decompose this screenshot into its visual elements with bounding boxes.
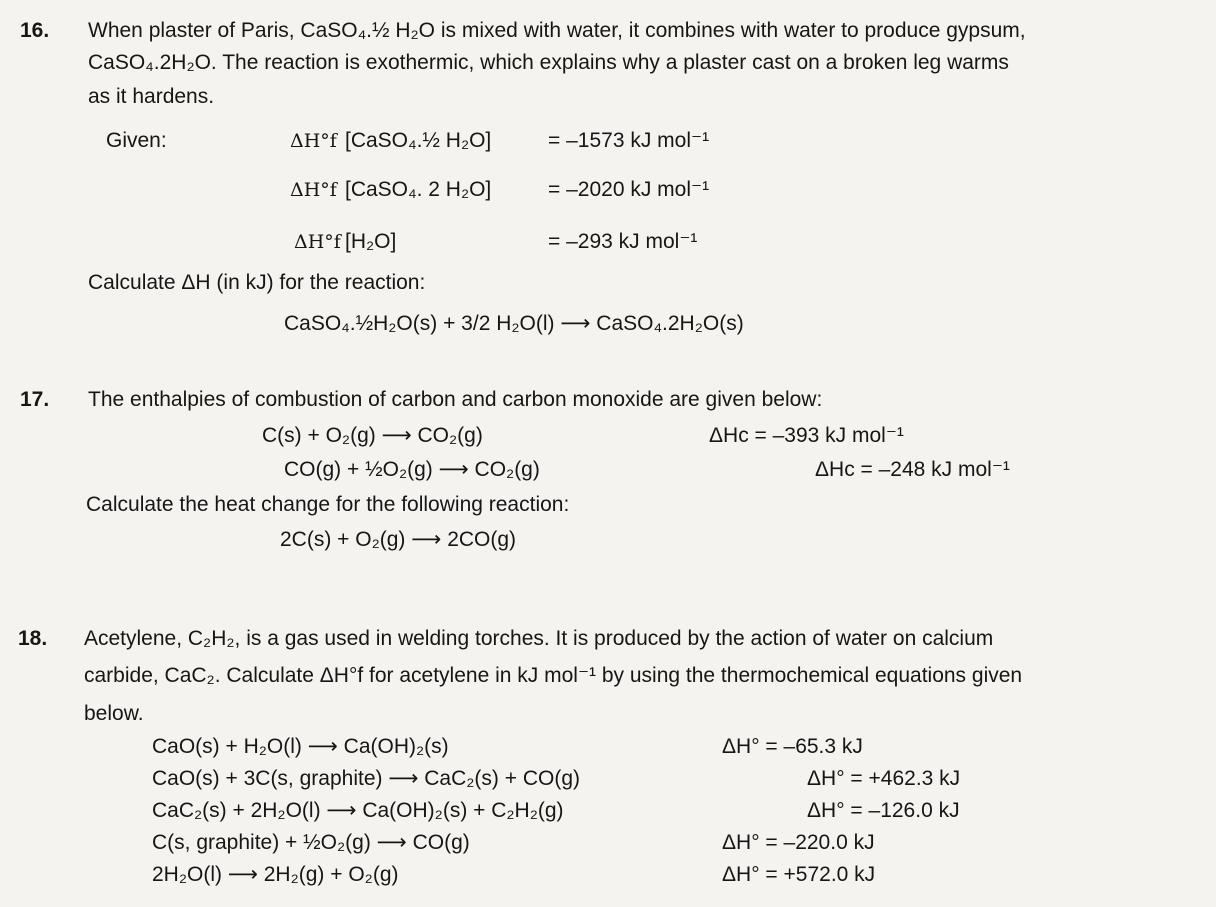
equation: CaO(s) + H₂O(l) ⟶ Ca(OH)₂(s) [152,735,449,758]
question-number: 18. [18,627,48,650]
enthalpy-value: ΔH° = –126.0 kJ [807,799,960,822]
enthalpy-value: ΔHc = –393 kJ mol⁻¹ [709,424,904,447]
question-text-line: below. [84,702,144,725]
instruction: Calculate ΔH (in kJ) for the reaction: [88,271,426,294]
enthalpy-value: ΔHc = –248 kJ mol⁻¹ [815,458,1010,481]
given-label: Given: [106,129,167,152]
enthalpy-value: ΔH° = +572.0 kJ [722,863,876,886]
question-number: 17. [20,388,50,411]
question-text-line: When plaster of Paris, CaSO₄.½ H₂O is mixed with water, it combines with water to produce gypsum, [88,19,1026,42]
question-text-line: CaSO₄.2H₂O. The reaction is exothermic, which explains why a plaster cast on a broken leg warms [88,51,1009,74]
given-value: = –1573 kJ mol⁻¹ [548,129,710,152]
question-text-line: as it hardens. [88,85,215,108]
equation: C(s, graphite) + ½O₂(g) ⟶ CO(g) [152,831,470,854]
equation: C(s) + O₂(g) ⟶ CO₂(g) [262,424,483,447]
equation: CO(g) + ½O₂(g) ⟶ CO₂(g) [284,458,540,481]
instruction: Calculate the heat change for the following reaction: [86,493,570,516]
reaction-equation: CaSO₄.½H₂O(s) + 3/2 H₂O(l) ⟶ CaSO₄.2H₂O(s) [284,312,744,335]
question-text-line: Acetylene, C₂H₂, is a gas used in welding torches. It is produced by the action of water on calcium [84,627,994,650]
question-text-line: carbide, CaC₂. Calculate ΔH°f for acetylene in kJ mol⁻¹ by using the thermochemical equations given [84,664,1023,687]
enthalpy-symbol: ΔH°f [290,179,337,201]
enthalpy-value: ΔH° = –65.3 kJ [722,735,863,758]
question-text-line: The enthalpies of combustion of carbon and carbon monoxide are given below: [88,388,823,411]
enthalpy-symbol: ΔH°f [294,231,341,253]
given-value: = –293 kJ mol⁻¹ [548,230,698,253]
given-compound: [H₂O] [345,230,397,253]
equation: 2H₂O(l) ⟶ 2H₂(g) + O₂(g) [152,863,399,886]
reaction-equation: 2C(s) + O₂(g) ⟶ 2CO(g) [280,528,517,551]
given-compound: [CaSO₄. 2 H₂O] [345,178,492,201]
equation: CaC₂(s) + 2H₂O(l) ⟶ Ca(OH)₂(s) + C₂H₂(g) [152,799,564,822]
enthalpy-value: ΔH° = –220.0 kJ [722,831,875,854]
enthalpy-symbol: ΔH°f [290,130,337,152]
equation: CaO(s) + 3C(s, graphite) ⟶ CaC₂(s) + CO(g) [152,767,581,790]
given-compound: [CaSO₄.½ H₂O] [345,129,492,152]
question-number: 16. [20,19,50,42]
enthalpy-value: ΔH° = +462.3 kJ [807,767,961,790]
given-value: = –2020 kJ mol⁻¹ [548,178,710,201]
